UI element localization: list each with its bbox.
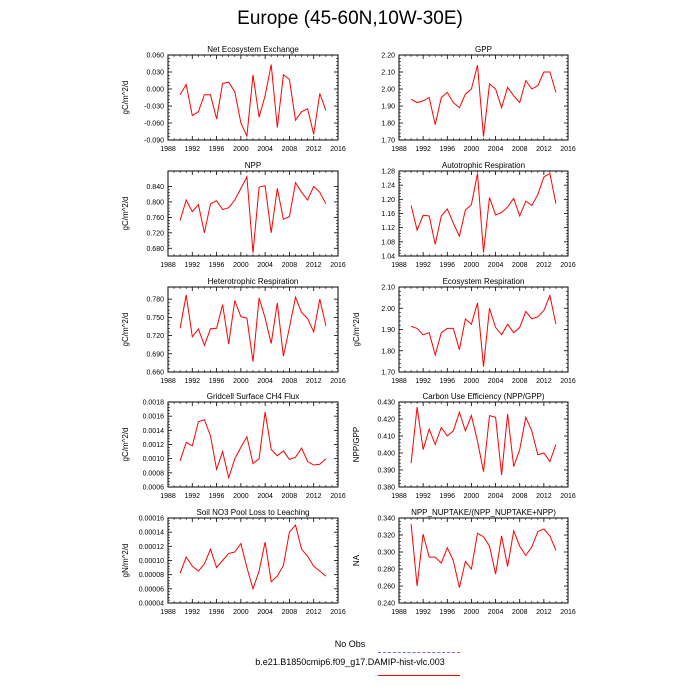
y-tick-label: 0.750 — [146, 314, 164, 322]
x-tick-label: 1988 — [160, 609, 176, 616]
x-tick-label: 2016 — [560, 378, 576, 385]
panel-6 — [352, 277, 576, 385]
x-tick-label: 2012 — [536, 262, 552, 269]
panel-title: Carbon Use Efficiency (NPP/GPP) — [422, 392, 545, 401]
y-tick-label: 1.08 — [381, 239, 395, 247]
x-tick-label: 1996 — [208, 378, 225, 385]
x-tick-label: 1992 — [184, 262, 201, 269]
y-tick-label: 2.10 — [381, 284, 395, 292]
legend-obs-label: No Obs — [334, 639, 366, 649]
x-tick-label: 1996 — [439, 262, 456, 269]
y-tick-label: 0.760 — [146, 214, 164, 222]
panel-8 — [352, 392, 576, 500]
y-tick-label: 1.04 — [381, 253, 395, 261]
x-tick-label: 1992 — [184, 493, 201, 500]
y-tick-label: 1.90 — [381, 327, 395, 334]
x-tick-label: 2008 — [511, 146, 528, 153]
x-tick-label: 1988 — [160, 262, 176, 269]
y-tick-label: 2.10 — [381, 69, 395, 77]
y-tick-label: 0.320 — [377, 532, 395, 540]
y-tick-label: 0.0016 — [142, 413, 164, 421]
y-tick-label: 0.00010 — [138, 558, 164, 565]
x-tick-label: 1996 — [208, 146, 225, 153]
x-tick-label: 2012 — [305, 493, 322, 500]
y-tick-label: 2.00 — [381, 305, 395, 313]
x-tick-label: 2000 — [463, 146, 480, 153]
x-tick-label: 1988 — [160, 493, 176, 500]
y-axis-label: gC/m^2/d — [352, 312, 361, 347]
x-tick-label: 2012 — [536, 609, 552, 616]
y-axis-label: gN/m^2/d — [121, 543, 130, 578]
x-tick-label: 1992 — [184, 378, 201, 385]
y-tick-label: 0.00004 — [138, 600, 164, 608]
x-tick-label: 2012 — [536, 378, 552, 385]
y-tick-label: 0.030 — [146, 69, 164, 77]
y-axis-label: NA — [352, 554, 361, 567]
plot-frame — [168, 171, 338, 256]
x-tick-label: 1992 — [415, 493, 431, 500]
y-tick-label: 0.720 — [146, 230, 164, 238]
panel-7 — [121, 392, 346, 500]
y-tick-label: 0.0012 — [142, 442, 164, 449]
x-tick-label: 2004 — [487, 378, 504, 385]
y-tick-label: 0.000 — [146, 86, 164, 94]
y-axis-label: gC/m^2/d — [121, 196, 130, 231]
series-line — [411, 296, 556, 367]
series-line — [180, 525, 326, 589]
x-tick-label: 1988 — [160, 378, 176, 385]
y-tick-label: 0.780 — [146, 296, 164, 304]
panel-4 — [381, 161, 576, 269]
legend-obs-line — [378, 652, 460, 653]
x-tick-label: 2004 — [257, 146, 273, 153]
y-tick-label: 2.20 — [381, 52, 395, 60]
x-tick-label: 2016 — [560, 146, 576, 153]
y-tick-label: 1.70 — [381, 137, 395, 145]
x-tick-label: 1992 — [184, 609, 201, 616]
x-tick-label: 2000 — [233, 262, 249, 269]
series-line — [411, 65, 556, 136]
series-line — [411, 407, 556, 475]
y-tick-label: 0.060 — [146, 52, 164, 60]
y-tick-label: 0.680 — [146, 245, 164, 253]
x-tick-label: 2004 — [257, 378, 273, 385]
x-tick-label: 2016 — [330, 262, 346, 269]
x-tick-label: 2008 — [281, 146, 298, 153]
x-tick-label: 2004 — [257, 493, 273, 500]
plot-frame — [399, 55, 568, 140]
x-tick-label: 2012 — [536, 493, 552, 500]
panel-10 — [352, 508, 576, 616]
y-tick-label: 0.00012 — [138, 543, 164, 551]
y-tick-label: 1.90 — [381, 103, 395, 111]
x-tick-label: 1996 — [439, 609, 456, 616]
y-tick-label: 0.340 — [377, 515, 395, 523]
y-tick-label: 0.0018 — [142, 399, 164, 407]
y-tick-label: 0.430 — [377, 399, 395, 407]
y-tick-label: 1.28 — [381, 168, 395, 176]
y-tick-label: 0.660 — [146, 369, 164, 377]
x-tick-label: 1988 — [391, 262, 407, 269]
series-line — [411, 174, 556, 253]
y-tick-label: 0.840 — [146, 183, 164, 191]
y-tick-label: 0.420 — [377, 416, 395, 424]
y-tick-label: 0.390 — [377, 467, 395, 475]
plot-frame — [399, 518, 568, 603]
panel-title: Autotrophic Respiration — [441, 161, 526, 170]
series-line — [180, 65, 326, 136]
x-tick-label: 2000 — [233, 493, 249, 500]
panel-1 — [121, 45, 346, 153]
panel-title: Soil NO3 Pool Loss to Leaching — [196, 508, 310, 517]
y-tick-label: 1.20 — [381, 196, 395, 204]
x-tick-label: 1988 — [391, 378, 407, 385]
panel-3 — [121, 161, 346, 269]
plot-frame — [399, 287, 568, 372]
y-tick-label: 0.690 — [146, 351, 164, 359]
panel-title: Gridcell Surface CH4 Flux — [206, 392, 300, 401]
y-tick-label: 0.0014 — [142, 427, 164, 435]
x-tick-label: 2004 — [487, 262, 504, 269]
x-tick-label: 2000 — [463, 262, 480, 269]
y-axis-label: NPP/GPP — [352, 426, 361, 463]
y-tick-label: 0.410 — [377, 433, 395, 441]
y-tick-label: 0.00014 — [138, 529, 164, 537]
x-tick-label: 2004 — [487, 609, 504, 616]
y-tick-label: 2.00 — [381, 86, 395, 94]
x-tick-label: 2000 — [463, 493, 480, 500]
y-tick-label: 0.00008 — [138, 572, 164, 580]
y-axis-label: gC/m^2/d — [121, 312, 130, 347]
figure-title: Europe (45-60N,10W-30E) — [237, 8, 463, 29]
x-tick-label: 2000 — [463, 609, 480, 616]
y-tick-label: 0.800 — [146, 199, 164, 207]
x-tick-label: 2000 — [233, 609, 249, 616]
panel-title: GPP — [475, 45, 492, 54]
x-tick-label: 1996 — [439, 146, 456, 153]
y-tick-label: 1.70 — [381, 369, 395, 377]
x-tick-label: 1988 — [160, 146, 176, 153]
y-tick-label: 1.80 — [381, 348, 395, 356]
y-tick-label: 1.80 — [381, 120, 395, 128]
y-tick-label: 1.16 — [381, 211, 395, 218]
y-tick-label: -0.030 — [144, 103, 164, 111]
x-tick-label: 1996 — [208, 609, 225, 616]
x-tick-label: 2012 — [305, 146, 322, 153]
x-tick-label: 1996 — [208, 262, 225, 269]
x-tick-label: 2008 — [511, 378, 528, 385]
y-tick-label: 1.24 — [381, 182, 395, 190]
x-tick-label: 1992 — [415, 146, 431, 153]
x-tick-label: 1992 — [184, 146, 201, 153]
y-tick-label: -0.060 — [144, 120, 164, 128]
x-tick-label: 1996 — [208, 493, 225, 500]
y-tick-label: 0.00006 — [138, 586, 164, 594]
y-tick-label: 0.300 — [377, 549, 395, 557]
x-tick-label: 2000 — [463, 378, 480, 385]
panel-title: Heterotrophic Respiration — [207, 277, 299, 286]
x-tick-label: 1992 — [415, 609, 431, 616]
series-line — [411, 524, 556, 588]
x-tick-label: 2016 — [330, 378, 346, 385]
x-tick-label: 2016 — [560, 609, 576, 616]
x-tick-label: 2012 — [305, 378, 322, 385]
x-tick-label: 1988 — [391, 609, 407, 616]
x-tick-label: 1996 — [439, 378, 456, 385]
series-line — [180, 295, 326, 362]
legend-model-label: b.e21.B1850cmip6.f09_g17.DAMIP-hist-vlc.003 — [255, 657, 445, 667]
panel-title: Net Ecosystem Exchange — [207, 45, 299, 54]
x-tick-label: 2008 — [511, 609, 528, 616]
y-axis-label: gC/m^2/d — [121, 80, 130, 115]
y-tick-label: 0.0008 — [142, 470, 164, 478]
panel-2 — [381, 45, 576, 153]
x-tick-label: 2008 — [281, 493, 298, 500]
y-tick-label: 0.00016 — [138, 515, 164, 523]
x-tick-label: 2004 — [257, 262, 273, 269]
panel-title: NPP_NUPTAKE/(NPP_NUPTAKE+NPP) — [411, 508, 556, 517]
y-tick-label: 0.400 — [377, 450, 395, 458]
y-tick-label: 0.720 — [146, 333, 164, 341]
x-tick-label: 2012 — [305, 262, 322, 269]
y-tick-label: -0.090 — [144, 137, 164, 145]
x-tick-label: 2016 — [330, 493, 346, 500]
plot-frame — [168, 402, 338, 487]
x-tick-label: 2016 — [330, 609, 346, 616]
y-tick-label: 0.0010 — [142, 456, 164, 464]
x-tick-label: 2008 — [511, 493, 528, 500]
x-tick-label: 2008 — [281, 609, 298, 616]
x-tick-label: 1992 — [415, 378, 431, 385]
series-line — [180, 177, 326, 253]
y-tick-label: 0.240 — [377, 600, 395, 608]
x-tick-label: 2004 — [257, 609, 273, 616]
x-tick-label: 2000 — [233, 146, 249, 153]
x-tick-label: 2012 — [536, 146, 552, 153]
x-tick-label: 2000 — [233, 378, 249, 385]
plot-frame — [399, 171, 568, 256]
x-tick-label: 2016 — [330, 146, 346, 153]
panel-title: NPP — [244, 161, 262, 170]
x-tick-label: 2008 — [281, 378, 298, 385]
x-tick-label: 1992 — [415, 262, 431, 269]
panel-9 — [121, 508, 346, 616]
x-tick-label: 2012 — [305, 609, 322, 616]
y-axis-label: gC/m^2/d — [121, 427, 130, 462]
x-tick-label: 2008 — [281, 262, 298, 269]
x-tick-label: 2004 — [487, 146, 504, 153]
x-tick-label: 1996 — [439, 493, 456, 500]
x-tick-label: 2016 — [560, 493, 576, 500]
panel-title: Ecosystem Respiration — [442, 277, 525, 286]
panel-5 — [121, 277, 346, 385]
series-line — [180, 412, 326, 478]
y-tick-label: 1.12 — [381, 225, 395, 233]
x-tick-label: 2008 — [511, 262, 528, 269]
x-tick-label: 1988 — [391, 146, 407, 153]
x-tick-label: 1988 — [391, 493, 407, 500]
legend — [0, 637, 700, 697]
y-tick-label: 0.280 — [377, 566, 395, 574]
y-tick-label: 0.380 — [377, 484, 395, 492]
y-tick-label: 0.0006 — [142, 484, 164, 492]
legend-model-line — [378, 675, 460, 676]
x-tick-label: 2004 — [487, 493, 504, 500]
x-tick-label: 2016 — [560, 262, 576, 269]
y-tick-label: 0.260 — [377, 583, 395, 591]
